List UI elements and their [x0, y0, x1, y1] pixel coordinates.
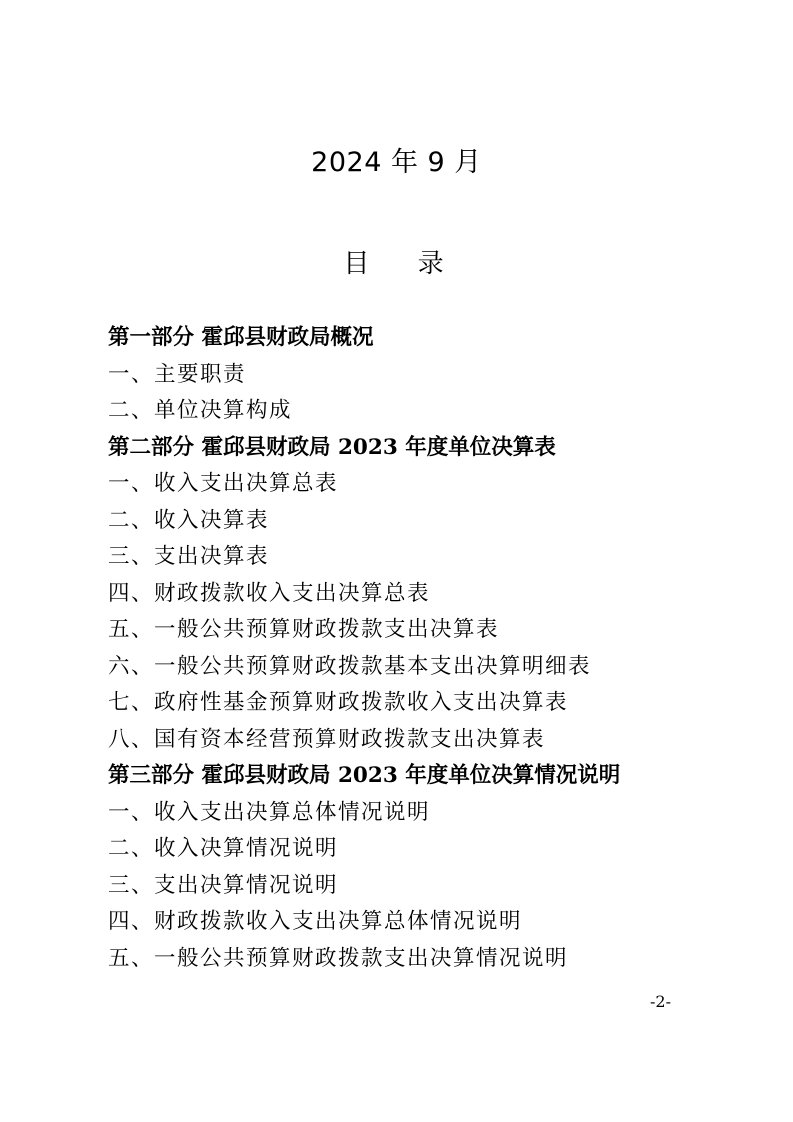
- document-date: 2024 年 9 月: [311, 147, 482, 178]
- toc-item: 二、收入决算情况说明: [108, 836, 339, 861]
- toc-item: 六、一般公共预算财政拨款基本支出决算明细表: [108, 653, 592, 679]
- toc-part-heading: 第三部分 霍邱县财政局 2023 年度单位决算情况说明: [108, 763, 621, 788]
- toc-list: [108, 320, 728, 977]
- toc-item: 三、支出决算情况说明: [108, 872, 339, 898]
- toc-part-heading: 第一部分 霍邱县财政局概况: [108, 325, 374, 350]
- toc-item: 二、收入决算表: [108, 507, 270, 533]
- toc-title: 目 录: [343, 249, 464, 279]
- toc-item: 八、国有资本经营预算财政拨款支出决算表: [108, 726, 546, 752]
- toc-item: 一、主要职责: [108, 361, 247, 387]
- toc-item: 三、支出决算表: [108, 544, 270, 569]
- toc-item: 五、一般公共预算财政拨款支出决算情况说明: [108, 945, 569, 971]
- toc-item: 四、财政拨款收入支出决算总表: [108, 580, 431, 606]
- toc-item: 一、收入支出决算总体情况说明: [108, 799, 431, 825]
- toc-item: 七、政府性基金预算财政拨款收入支出决算表: [108, 690, 569, 715]
- toc-item: 五、一般公共预算财政拨款支出决算表: [108, 617, 500, 642]
- toc-part-heading: 第二部分 霍邱县财政局 2023 年度单位决算表: [108, 434, 556, 460]
- page-number: -2-: [650, 992, 671, 1011]
- toc-item: 四、财政拨款收入支出决算总体情况说明: [108, 909, 523, 934]
- toc-item: 二、单位决算构成: [108, 398, 293, 423]
- toc-item: 一、收入支出决算总表: [108, 471, 339, 496]
